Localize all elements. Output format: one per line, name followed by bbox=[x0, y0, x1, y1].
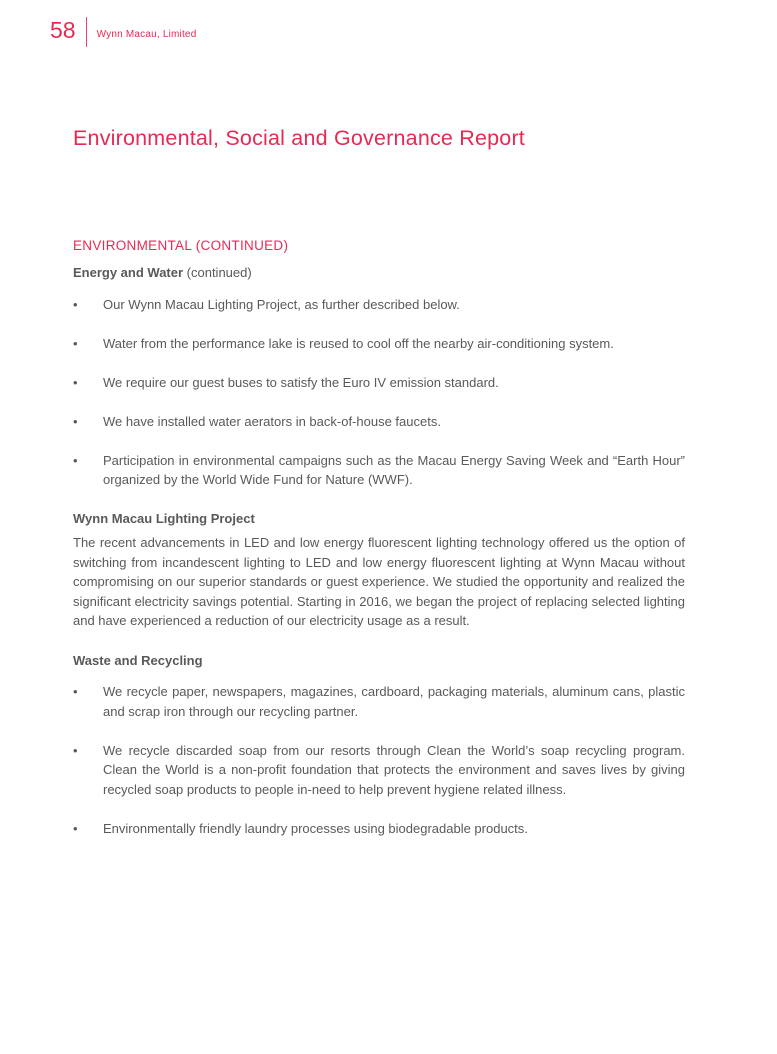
section-heading-suffix: (CONTINUED) bbox=[191, 238, 289, 253]
section-heading bbox=[73, 238, 685, 253]
bullet-text: Environmentally friendly laundry processes using biodegradable products. bbox=[103, 820, 528, 836]
bullet-marker: • bbox=[73, 684, 78, 699]
bullet-item bbox=[73, 334, 685, 354]
bullet-marker: • bbox=[73, 374, 78, 390]
energy-water-heading-rest: (continued) bbox=[183, 265, 252, 280]
bullet-marker: • bbox=[73, 820, 78, 836]
bullet-marker: • bbox=[73, 742, 78, 758]
bullet-item bbox=[73, 412, 685, 432]
report-title: Environmental, Social and Governance Report bbox=[73, 126, 525, 150]
section-heading-main: ENVIRONMENTAL bbox=[73, 238, 192, 253]
energy-bullet-list bbox=[73, 295, 685, 490]
lighting-project-paragraph: The recent advancements in LED and low energy fluorescent lighting technology offered us the option of switching from incandescent lighting to LED and low energy fluorescent lighting at Wynn Macau without compromising on our superior standards or guest experience. We studied the opportunity and realized the significant electricity savings potential. Starting in 2016, we began the project of replacing selected lighting and have experienced a reduction of our electricity usage as a result. bbox=[73, 535, 685, 628]
bullet-marker: • bbox=[73, 335, 78, 351]
bullet-text: We have installed water aerators in back-of-house faucets. bbox=[103, 413, 441, 429]
bullet-item bbox=[73, 451, 685, 490]
company-name: Wynn Macau, Limited bbox=[96, 29, 197, 40]
waste-recycling-heading: Waste and Recycling bbox=[73, 652, 203, 668]
bullet-text: We require our guest buses to satisfy the Euro IV emission standard. bbox=[103, 374, 499, 390]
bullet-text: We recycle paper, newspapers, magazines, cardboard, packaging materials, aluminum cans, plastic and scrap iron through our recycling partner. bbox=[103, 684, 685, 719]
bullet-item bbox=[73, 373, 685, 393]
page-content bbox=[73, 0, 685, 858]
bullet-text: Our Wynn Macau Lighting Project, as further described below. bbox=[103, 296, 460, 312]
bullet-marker: • bbox=[73, 296, 78, 312]
bullet-item bbox=[73, 682, 685, 721]
page-number: 58 bbox=[50, 17, 76, 43]
lighting-project-heading: Wynn Macau Lighting Project bbox=[73, 511, 255, 526]
bullet-item bbox=[73, 819, 685, 839]
energy-water-heading bbox=[73, 263, 685, 283]
bullet-item bbox=[73, 295, 685, 315]
bullet-item bbox=[73, 741, 685, 800]
bullet-text: Water from the performance lake is reused to cool off the nearby air-conditioning system. bbox=[103, 335, 614, 351]
waste-bullet-list bbox=[73, 682, 685, 838]
bullet-text: Participation in environmental campaigns such as the Macau Energy Saving Week and “Earth Hour” organized by the World Wide Fund for Nature (WWF). bbox=[103, 452, 685, 487]
bullet-text: We recycle discarded soap from our resorts through Clean the World’s soap recycling program. Clean the World is a non-profit foundation that protects the environment and saves lives by giving recycled soap products to people in-need to help prevent hygiene related illness. bbox=[103, 742, 685, 797]
energy-water-heading-bold: Energy and Water bbox=[73, 265, 184, 280]
bullet-marker: • bbox=[73, 413, 78, 429]
bullet-marker: • bbox=[73, 452, 78, 468]
